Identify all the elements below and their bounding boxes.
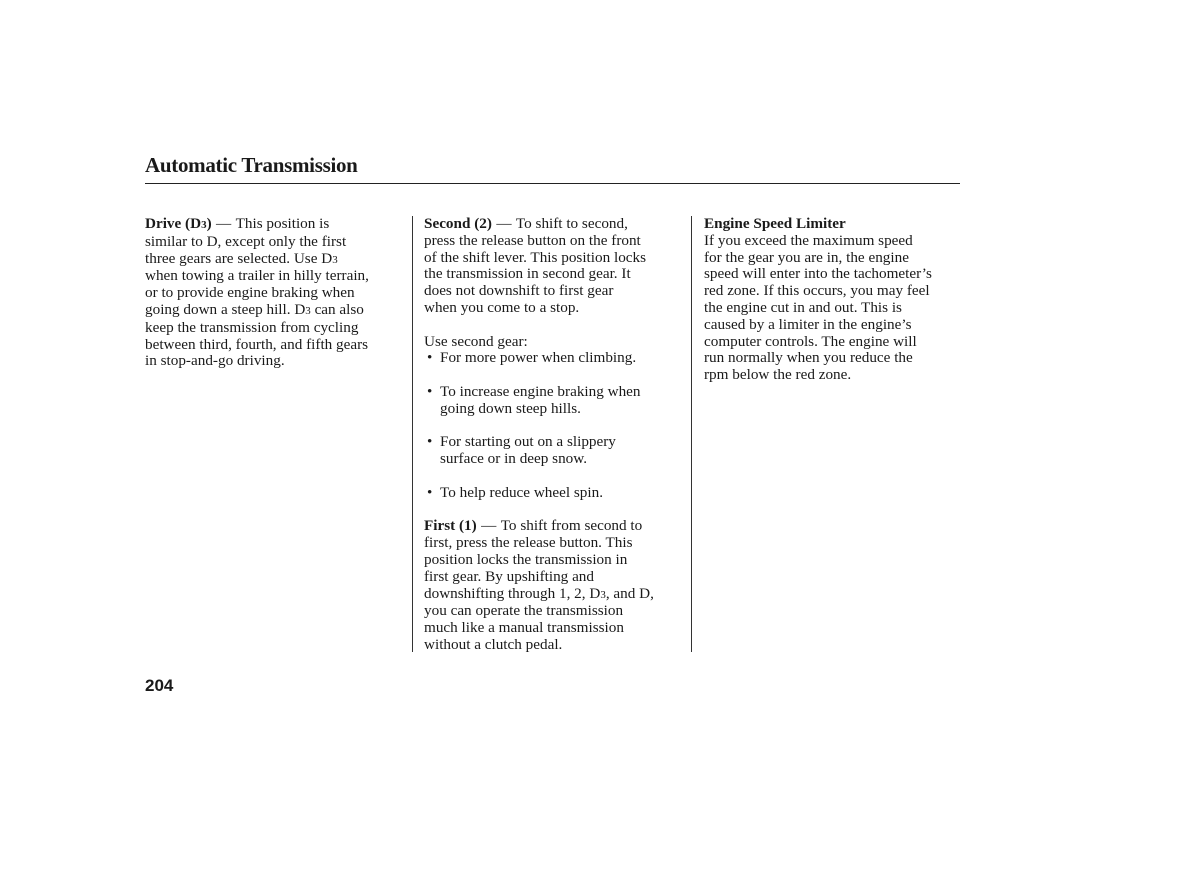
drive-d3-paragraph xyxy=(145,216,407,370)
limiter-line: If you exceed the maximum speed xyxy=(704,231,913,249)
drive-d3-line-7: keep the transmission from cycling xyxy=(145,318,359,336)
page-title: Automatic Transmission xyxy=(145,153,358,177)
bullet-item xyxy=(424,485,686,502)
drive-d3-line-6 xyxy=(145,302,407,320)
engine-speed-limiter-paragraph xyxy=(704,233,966,384)
limiter-line: run normally when you reduce the xyxy=(704,349,913,367)
em-dash: — xyxy=(216,215,232,232)
engine-speed-limiter-heading: Engine Speed Limiter xyxy=(704,215,846,232)
first-line-3: position locks the transmission in xyxy=(424,550,628,568)
second-text: To shift to second, xyxy=(515,215,628,232)
column-drive-d3 xyxy=(145,216,407,370)
second-line-3: of the shift lever. This position locks xyxy=(424,248,647,266)
bullet-line: For starting out on a slippery xyxy=(440,433,616,451)
bullet-icon: • xyxy=(427,483,433,501)
second-line-2: press the release button on the front xyxy=(424,231,641,249)
spacer xyxy=(424,367,686,384)
title-rule xyxy=(145,183,960,184)
first-text: , and D, xyxy=(605,584,654,602)
bullet-icon: • xyxy=(427,349,433,367)
drive-d3-text: This position is xyxy=(235,215,330,232)
column-divider xyxy=(691,216,692,652)
bullet-item xyxy=(424,434,686,468)
limiter-line: red zone. If this occurs, you may feel xyxy=(704,282,930,300)
bullet-line: To increase engine braking when xyxy=(440,382,641,400)
second-line-1 xyxy=(424,216,686,233)
bullet-icon: • xyxy=(427,433,433,451)
drive-d3-line-1 xyxy=(145,216,407,234)
drive-d3-heading-prefix: Drive (D xyxy=(145,215,202,232)
d3-subscript: 3 xyxy=(600,588,606,601)
drive-d3-line-9: in stop-and-go driving. xyxy=(145,352,285,370)
drive-d3-heading-sub: 3 xyxy=(201,219,207,231)
bullet-item xyxy=(424,350,686,367)
bullet-item xyxy=(424,384,686,418)
bullet-line: To help reduce wheel spin. xyxy=(440,483,603,501)
first-text: downshifting through 1, 2, D xyxy=(424,584,601,602)
limiter-line: for the gear you are in, the engine xyxy=(704,248,909,266)
drive-d3-heading-suffix: ) xyxy=(206,215,212,232)
limiter-line: rpm below the red zone. xyxy=(704,366,852,384)
use-second-gear-label: Use second gear: xyxy=(424,332,528,350)
first-paragraph xyxy=(424,518,686,653)
first-line-1 xyxy=(424,518,686,535)
spacer xyxy=(424,418,686,435)
bullet-icon: • xyxy=(427,382,433,400)
first-line-7: much like a manual transmission xyxy=(424,619,624,637)
second-line-5: does not downshift to first gear xyxy=(424,282,614,300)
spacer xyxy=(424,502,686,519)
limiter-line: speed will enter into the tachometer’s xyxy=(704,265,932,283)
drive-d3-text: three gears are selected. Use D xyxy=(145,249,333,267)
first-line-6: you can operate the transmission xyxy=(424,602,624,620)
column-engine-speed-limiter xyxy=(704,216,966,384)
drive-d3-line-8: between third, fourth, and fifth gears xyxy=(145,335,369,353)
drive-d3-line-5: or to provide engine braking when xyxy=(145,284,355,302)
first-line-8: without a clutch pedal. xyxy=(424,635,563,653)
drive-d3-text: going down a steep hill. D xyxy=(145,300,306,318)
drive-d3-line-4: when towing a trailer in hilly terrain, xyxy=(145,267,369,285)
column-divider xyxy=(412,216,413,652)
bullet-line: going down steep hills. xyxy=(440,399,581,417)
em-dash: — xyxy=(496,215,512,232)
page-number: 204 xyxy=(145,676,174,695)
first-line-5 xyxy=(424,586,686,604)
second-heading: Second (2) xyxy=(424,215,492,232)
second-paragraph xyxy=(424,216,686,317)
drive-d3-line-3 xyxy=(145,251,407,269)
bullet-line: surface or in deep snow. xyxy=(440,450,588,468)
column-second-first xyxy=(424,216,686,654)
em-dash: — xyxy=(481,517,497,535)
drive-d3-text: can also xyxy=(314,300,364,318)
spacer xyxy=(424,317,686,334)
drive-d3-line-2: similar to D, except only the first xyxy=(145,232,347,250)
first-heading: First (1) xyxy=(424,517,477,535)
d3-subscript: 3 xyxy=(332,253,338,266)
d3-subscript: 3 xyxy=(305,304,311,317)
first-line-2: first, press the release button. This xyxy=(424,534,633,552)
first-text: To shift from second to xyxy=(500,517,643,535)
second-line-4: the transmission in second gear. It xyxy=(424,265,631,283)
first-line-4: first gear. By upshifting and xyxy=(424,567,594,585)
spacer xyxy=(424,468,686,485)
limiter-line: the engine cut in and out. This is xyxy=(704,298,902,316)
drive-d3-heading xyxy=(145,215,212,232)
second-line-6: when you come to a stop. xyxy=(424,298,580,316)
limiter-line: computer controls. The engine will xyxy=(704,332,917,350)
limiter-line: caused by a limiter in the engine’s xyxy=(704,315,912,333)
bullet-line: For more power when climbing. xyxy=(440,349,637,367)
